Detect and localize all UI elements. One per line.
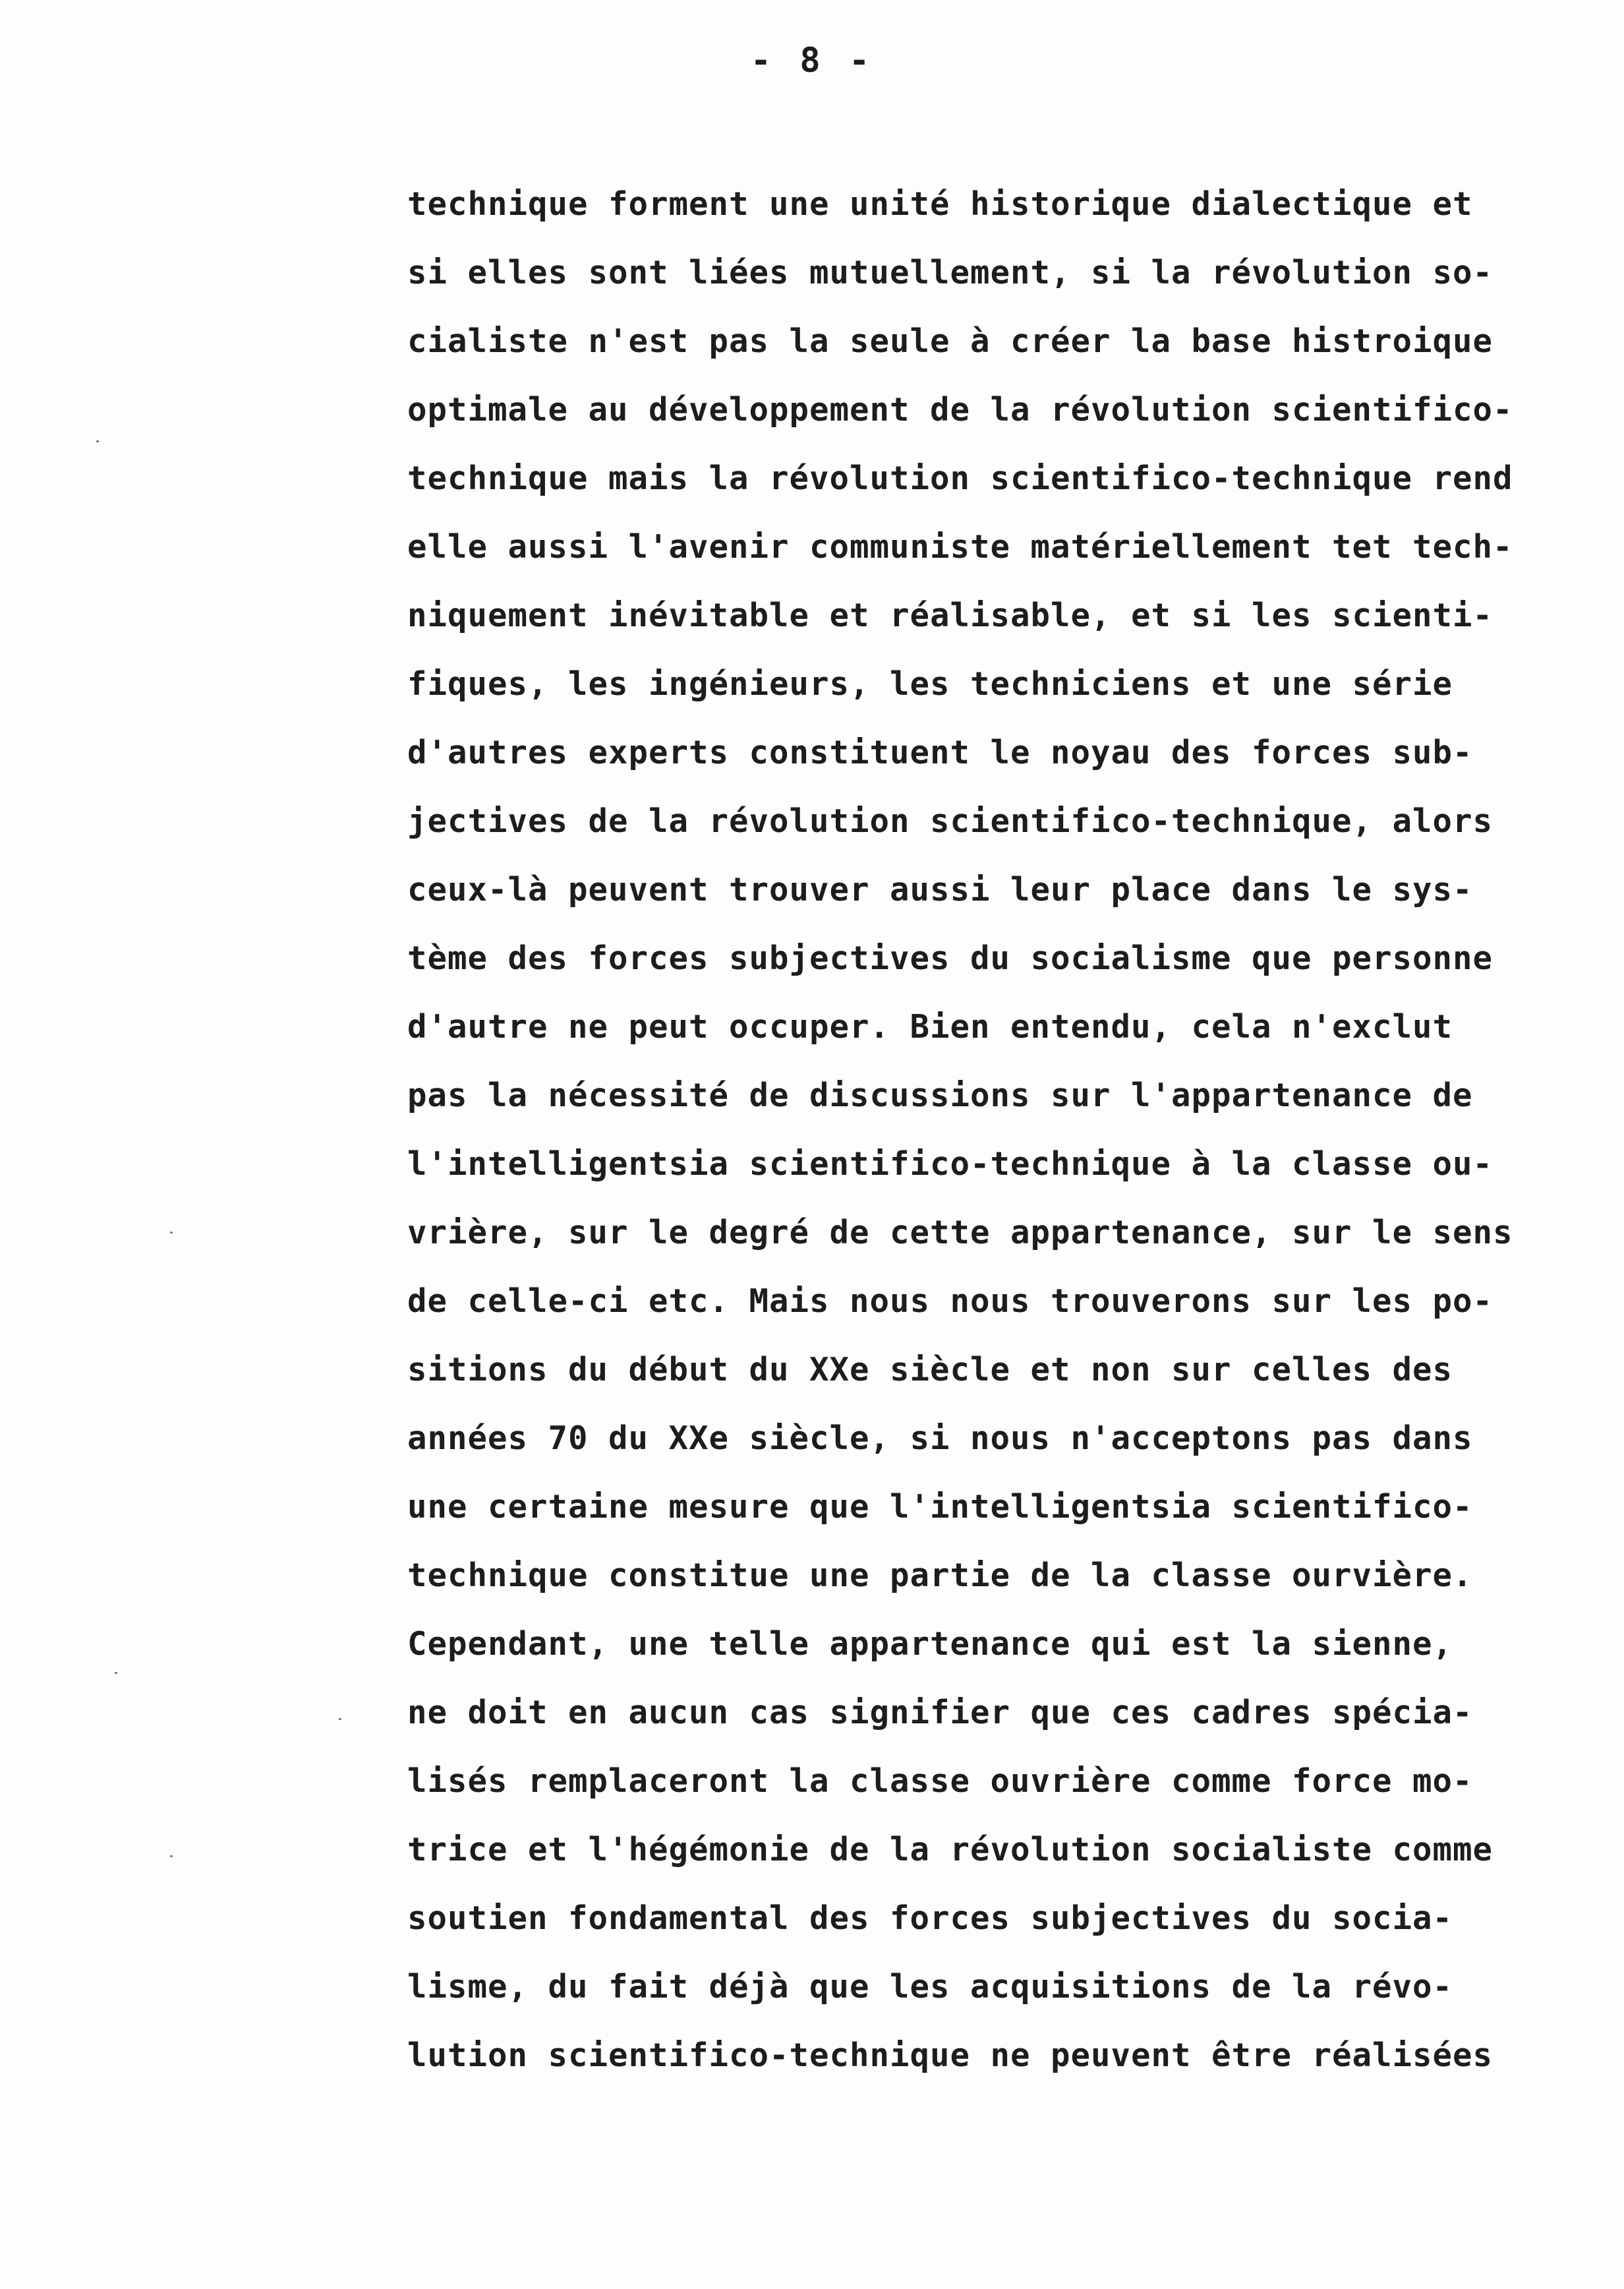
text-line: d'autres experts constituent le noyau des forces sub-	[407, 734, 1473, 771]
text-line: cialiste n'est pas la seule à créer la base histroique	[407, 322, 1494, 360]
text-line: elle aussi l'avenir communiste matériellement tet tech-	[407, 528, 1513, 566]
text-line: tème des forces subjectives du socialisme que personne	[407, 939, 1494, 977]
text-line: jectives de la révolution scientifico-technique, alors	[407, 802, 1494, 840]
text-line: soutien fondamental des forces subjectives du socia-	[407, 1899, 1453, 1937]
text-line: l'intelligentsia scientifico-technique à la classe ou-	[407, 1145, 1494, 1183]
text-line: lisés remplaceront la classe ouvrière comme force mo-	[407, 1762, 1473, 1800]
scan-speck	[115, 1672, 117, 1674]
text-line: ne doit en aucun cas signifier que ces cadres spécia-	[407, 1694, 1473, 1731]
text-line: technique forment une unité historique dialectique et	[407, 185, 1473, 223]
text-line: Cependant, une telle appartenance qui est la sienne,	[407, 1625, 1453, 1663]
text-line: technique constitue une partie de la classe ourvière.	[407, 1557, 1473, 1594]
body-text	[407, 170, 1567, 2090]
text-line: une certaine mesure que l'intelligentsia scientifico-	[407, 1488, 1473, 1526]
text-line: ceux-là peuvent trouver aussi leur place dans le sys-	[407, 871, 1473, 908]
text-line: fiques, les ingénieurs, les techniciens et une série	[407, 665, 1453, 703]
text-line: trice et l'hégémonie de la révolution socialiste comme	[407, 1831, 1494, 1868]
text-line: lisme, du fait déjà que les acquisitions de la révo-	[407, 1968, 1453, 2006]
text-line: optimale au développement de la révolution scientifico-	[407, 391, 1513, 429]
text-line: années 70 du XXe siècle, si nous n'acceptons pas dans	[407, 1419, 1473, 1457]
text-line: technique mais la révolution scientifico-technique rend	[407, 460, 1513, 497]
text-line: de celle-ci etc. Mais nous nous trouverons sur les po-	[407, 1282, 1494, 1320]
text-line: d'autre ne peut occuper. Bien entendu, cela n'exclut	[407, 1008, 1453, 1046]
text-line: sitions du début du XXe siècle et non sur celles des	[407, 1351, 1453, 1388]
scan-speck	[170, 1232, 173, 1234]
text-line: pas la nécessité de discussions sur l'appartenance de	[407, 1077, 1473, 1114]
scan-speck	[96, 440, 99, 442]
text-line: niquement inévitable et réalisable, et si les scienti-	[407, 597, 1494, 634]
text-line: vrière, sur le degré de cette appartenance, sur le sens	[407, 1214, 1513, 1251]
text-line: si elles sont liées mutuellement, si la révolution so-	[407, 254, 1494, 291]
page-number: - 8 -	[750, 41, 874, 80]
text-line: lution scientifico-technique ne peuvent être réalisées	[407, 2036, 1494, 2074]
scan-speck	[339, 1718, 341, 1720]
scan-speck	[170, 1855, 173, 1857]
